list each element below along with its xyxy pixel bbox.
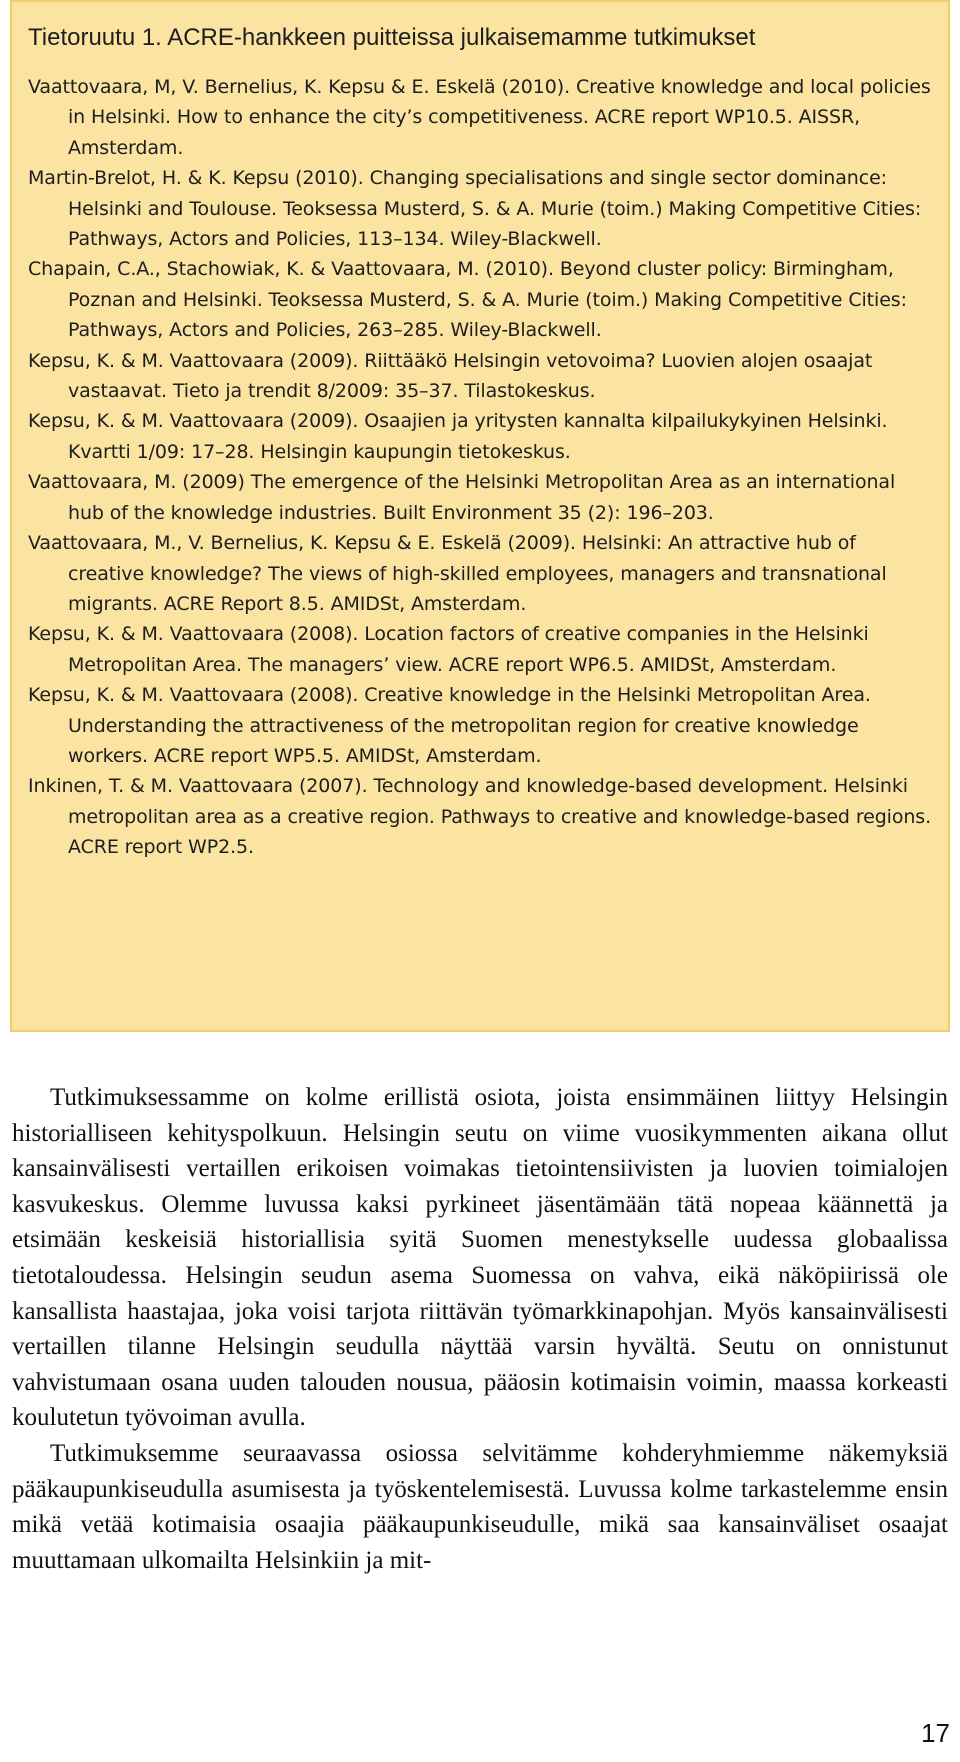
- reference-item: Vaattovaara, M, V. Bernelius, K. Kepsu & E. Eskelä (2010). Creative knowledge and local policies in Helsinki. How to enhance the city’s competitiveness. ACRE report WP10.5. AISSR, Amsterdam.: [28, 76, 931, 159]
- reference-list: [28, 72, 934, 863]
- reference-item: Kepsu, K. & M. Vaattovaara (2008). Location factors of creative companies in the Helsinki Metropolitan Area. The managers’ view. ACRE report WP6.5. AMIDSt, Amsterdam.: [28, 623, 869, 676]
- page-number: 17: [921, 1718, 950, 1748]
- info-box: [10, 0, 950, 1032]
- reference-item: Vaattovaara, M., V. Bernelius, K. Kepsu & E. Eskelä (2009). Helsinki: An attractive hub of creative knowledge? The views of high-skilled employees, managers and transnational migrants. ACRE Report 8.5. AMIDSt, Amsterdam.: [28, 532, 887, 615]
- info-box-title: Tietoruutu 1. ACRE-hankkeen puitteissa julkaisemamme tutkimukset: [28, 24, 756, 51]
- reference-item: Kepsu, K. & M. Vaattovaara (2009). Osaajien ja yritysten kannalta kilpailukykyinen Helsinki. Kvartti 1/09: 17–28. Helsingin kaupungin tietokeskus.: [28, 410, 888, 463]
- reference-item: Inkinen, T. & M. Vaattovaara (2007). Technology and knowledge-based development. Helsinki metropolitan area as a creative region. Pathways to creative and knowledge-based regions. ACRE report WP2.5.: [28, 775, 932, 859]
- reference-item: Chapain, C.A., Stachowiak, K. & Vaattovaara, M. (2010). Beyond cluster policy: Birmingham, Poznan and Helsinki. Teoksessa Musterd, S. & A. Murie (toim.) Making Competitive Cities: Pathways, Actors and Policies, 263–285. Wiley-Blackwell.: [28, 258, 907, 342]
- body-text: [12, 1080, 948, 1578]
- body-paragraph: Tutkimuksemme seuraavassa osiossa selvitämme kohderyhmiemme näkemyksiä pääkaupunkiseudulla asumisesta ja työskentelemisestä. Luvussa kolme tarkastelemme ensin mikä vetää kotimaisia osaajia pääkaupunkiseudulle, mikä saa kansainväliset osaajat muuttamaan ulkomailta Helsinkiin ja mit-: [12, 1439, 948, 1574]
- reference-item: Martin-Brelot, H. & K. Kepsu (2010). Changing specialisations and single sector dominance: Helsinki and Toulouse. Teoksessa Musterd, S. & A. Murie (toim.) Making Competitive Cities: Pathways, Actors and Policies, 113–134. Wiley-Blackwell.: [28, 167, 922, 251]
- reference-item: Kepsu, K. & M. Vaattovaara (2008). Creative knowledge in the Helsinki Metropolitan Area. Understanding the attractiveness of the metropolitan region for creative knowledge workers. ACRE report WP5.5. AMIDSt, Amsterdam.: [28, 684, 871, 767]
- reference-item: Vaattovaara, M. (2009) The emergence of the Helsinki Metropolitan Area as an international hub of the knowledge industries. Built Environment 35 (2): 196–203.: [28, 471, 896, 524]
- reference-item: Kepsu, K. & M. Vaattovaara (2009). Riittääkö Helsingin vetovoima? Luovien alojen osaajat vastaavat. Tieto ja trendit 8/2009: 35–37. Tilastokeskus.: [28, 349, 873, 403]
- body-paragraph: Tutkimuksessamme on kolme erillistä osiota, joista ensimmäinen liittyy Helsingin historialliseen kehityspolkuun. Helsingin seutu on viime vuosikymmenten aikana ollut kansainvälisesti vertaillen erikoisen voimakas tietointensiivisten ja luovien toimialojen kasvukeskus. Olemme luvussa kaksi pyrkineet jäsentämään tätä nopeaa käännettä ja etsimään keskeisiä historiallisia syitä Suomen menestykselle uudessa globaalissa tietotaloudessa. Helsingin seudun asema Suomessa on vahva, eikä näköpiirissä ole kansallista haastajaa, joka voisi tarjota riittävän työmarkkinapohjan. Myös kansainvälisesti vertaillen tilanne Helsingin seudulla näyttää varsin hyvältä. Seutu on onnistunut vahvistumaan osana uuden talouden nousua, pääosin kotimaisin voimin, maassa korkeasti koulutetun työvoiman avulla.: [12, 1084, 948, 1432]
